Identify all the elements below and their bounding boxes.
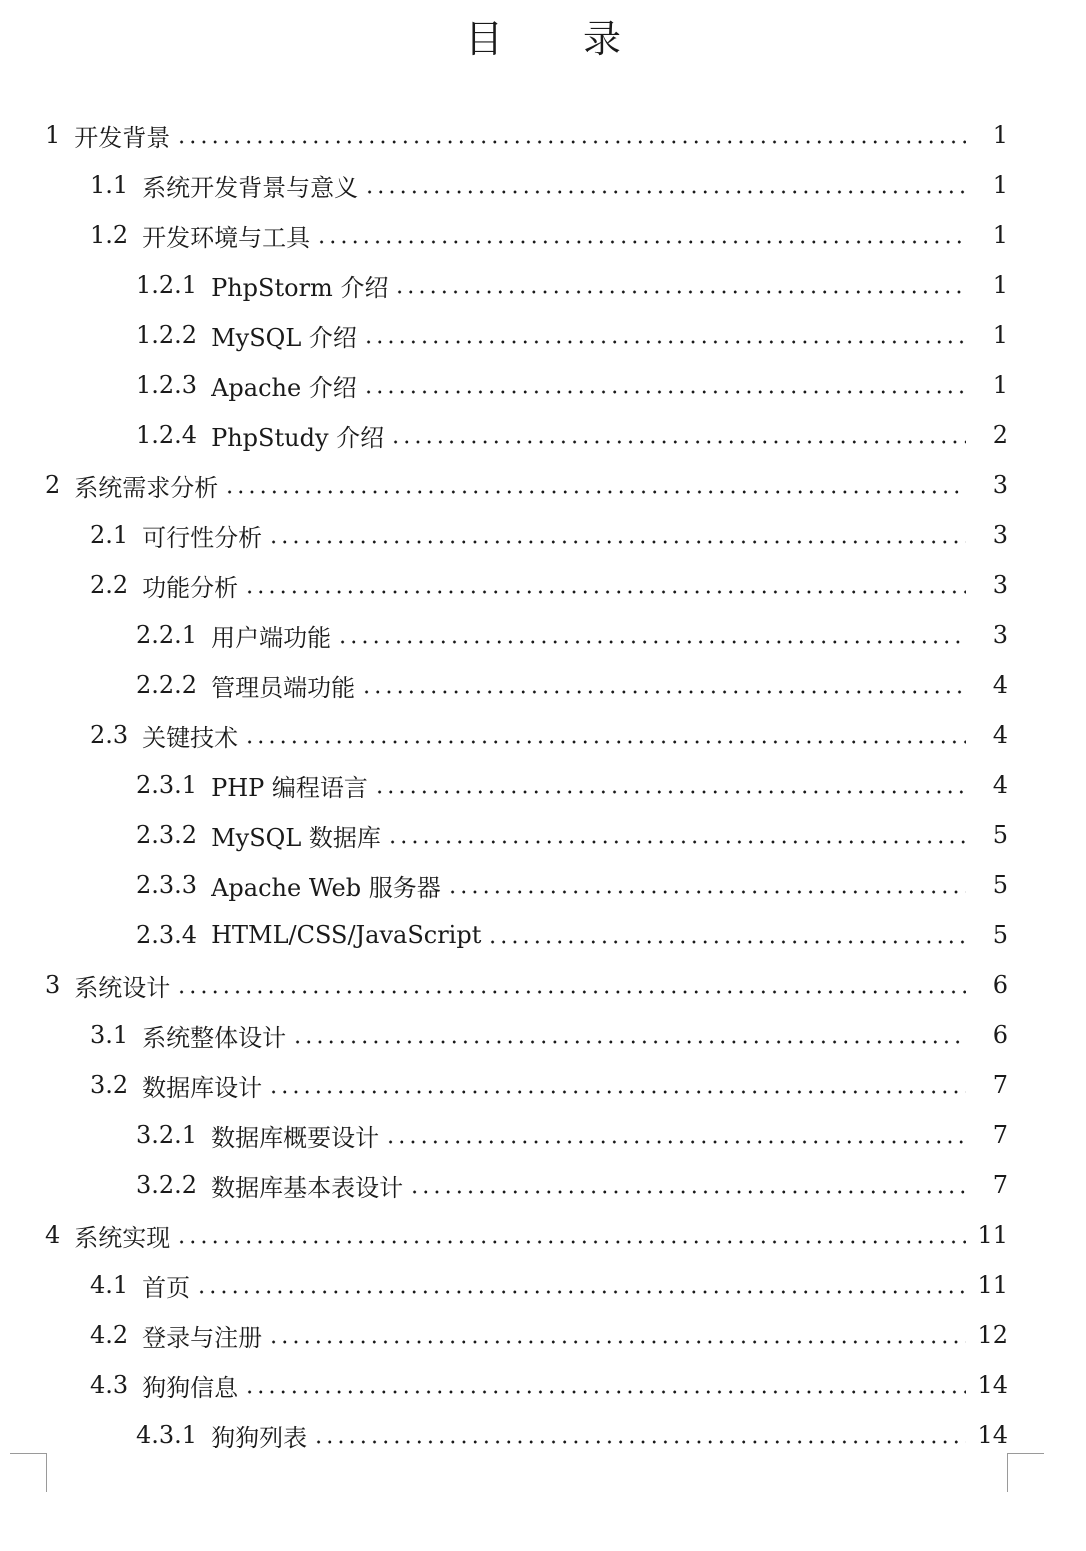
toc-entry-page-number: 7	[992, 1121, 1008, 1149]
toc-entry-number: 3.2	[90, 1071, 129, 1099]
toc-entry-title: PHP 编程语言	[211, 773, 368, 802]
toc-entry-page-number: 7	[992, 1171, 1008, 1199]
toc-dot-leader	[268, 1090, 966, 1094]
page-corner-mark-left	[10, 1453, 47, 1492]
toc-entry-title: Apache 介绍	[211, 373, 357, 402]
toc-entry-page-number: 3	[992, 471, 1008, 499]
toc-entry-page-number: 4	[992, 671, 1008, 699]
toc-entry-title: 可行性分析	[142, 523, 263, 552]
toc-entry-number: 1	[45, 121, 61, 149]
toc-entry-number: 4	[45, 1221, 61, 1249]
toc-entry-number: 2.3	[90, 721, 129, 749]
toc-entry-title: 系统需求分析	[74, 473, 219, 502]
toc-entry-page-number: 14	[977, 1371, 1008, 1399]
toc-dot-leader	[313, 1440, 966, 1444]
toc-entry[interactable]	[0, 460, 1086, 510]
toc-dot-leader	[387, 840, 966, 844]
toc-entry-page-number: 12	[977, 1321, 1008, 1349]
toc-entry[interactable]	[0, 1110, 1086, 1160]
toc-entry[interactable]	[0, 1210, 1086, 1260]
toc-entry-page-number: 1	[992, 321, 1008, 349]
toc-entry[interactable]	[0, 1010, 1086, 1060]
toc-entry-title: 数据库设计	[142, 1073, 263, 1102]
toc-entry-number: 4.1	[90, 1271, 129, 1299]
toc-dot-leader	[337, 640, 966, 644]
toc-dot-leader	[176, 990, 966, 994]
toc-entry-page-number: 1	[992, 121, 1008, 149]
toc-entry[interactable]	[0, 760, 1086, 810]
toc-entry-number: 3.2.1	[136, 1121, 198, 1149]
toc-entry-title: 系统整体设计	[142, 1023, 287, 1052]
toc-dot-leader	[409, 1190, 966, 1194]
toc-entry-page-number: 6	[992, 1021, 1008, 1049]
toc-entry-title: 首页	[142, 1273, 191, 1302]
toc-entry[interactable]	[0, 410, 1086, 460]
toc-dot-leader	[196, 1290, 966, 1294]
toc-entry-number: 1.2.2	[136, 321, 198, 349]
toc-dot-leader	[385, 1140, 966, 1144]
toc-dot-leader	[363, 340, 966, 344]
toc-entry-title: 用户端功能	[211, 623, 332, 652]
toc-entry-number: 3.1	[90, 1021, 129, 1049]
toc-entry-number: 2.2	[90, 571, 129, 599]
toc-entry[interactable]	[0, 1360, 1086, 1410]
toc-entry-title: 开发背景	[74, 123, 171, 152]
toc-dot-leader	[394, 290, 966, 294]
page-corner-mark-right	[1007, 1453, 1044, 1492]
toc-entry-title: 狗狗信息	[142, 1373, 239, 1402]
toc-entry-number: 3.2.2	[136, 1171, 198, 1199]
toc-entry-page-number: 11	[977, 1221, 1008, 1249]
toc-entry[interactable]	[0, 860, 1086, 910]
toc-entry-title: PhpStorm 介绍	[211, 273, 389, 302]
toc-entry-number: 2.3.1	[136, 771, 198, 799]
toc-entry-number: 1.2.1	[136, 271, 198, 299]
toc-entry-page-number: 5	[992, 921, 1008, 949]
toc-dot-leader	[447, 890, 966, 894]
toc-entry-number: 3	[45, 971, 61, 999]
toc-entry[interactable]	[0, 1410, 1086, 1460]
toc-dot-leader	[487, 940, 966, 944]
toc-entry-title: 狗狗列表	[211, 1423, 308, 1452]
toc-dot-leader	[292, 1040, 966, 1044]
toc-entry[interactable]	[0, 560, 1086, 610]
toc-entry-number: 4.3.1	[136, 1421, 198, 1449]
toc-dot-leader	[363, 390, 966, 394]
toc-entry[interactable]	[0, 360, 1086, 410]
toc-entry-title: 关键技术	[142, 723, 239, 752]
toc-dot-leader	[361, 690, 966, 694]
toc-entry-page-number: 7	[992, 1071, 1008, 1099]
toc-entry-number: 2.2.1	[136, 621, 198, 649]
toc-entry-title: Apache Web 服务器	[211, 873, 441, 902]
toc-entry-page-number: 1	[992, 221, 1008, 249]
toc-dot-leader	[316, 240, 966, 244]
toc-dot-leader	[224, 490, 966, 494]
toc-entry-number: 2	[45, 471, 61, 499]
toc-entry[interactable]	[0, 1260, 1086, 1310]
toc-entry-number: 2.1	[90, 521, 129, 549]
toc-entry-number: 1.1	[90, 171, 129, 199]
toc-entry[interactable]	[0, 660, 1086, 710]
toc-dot-leader	[244, 590, 966, 594]
toc-entry-title: 数据库概要设计	[211, 1123, 380, 1152]
toc-entry[interactable]	[0, 910, 1086, 960]
toc-entry[interactable]	[0, 260, 1086, 310]
toc-dot-leader	[176, 1240, 966, 1244]
toc-entry[interactable]	[0, 710, 1086, 760]
toc-entry-page-number: 11	[977, 1271, 1008, 1299]
page-title: 目 录	[464, 17, 656, 61]
toc-entry-page-number: 4	[992, 721, 1008, 749]
toc-entry-page-number: 1	[992, 371, 1008, 399]
toc-entry-number: 1.2	[90, 221, 129, 249]
toc-entry-page-number: 6	[992, 971, 1008, 999]
toc-entry-page-number: 3	[992, 521, 1008, 549]
toc-entry-page-number: 2	[992, 421, 1008, 449]
toc-entry[interactable]	[0, 510, 1086, 560]
toc-entry-title: MySQL 数据库	[211, 823, 381, 852]
toc-entry-title: 开发环境与工具	[142, 223, 311, 252]
toc-entry[interactable]	[0, 160, 1086, 210]
toc-entry-page-number: 5	[992, 871, 1008, 899]
toc-entry-page-number: 1	[992, 271, 1008, 299]
toc-entry-number: 2.3.4	[136, 921, 198, 949]
toc-dot-leader	[364, 190, 966, 194]
toc-entry-title: MySQL 介绍	[211, 323, 357, 352]
toc-entry-title: 系统开发背景与意义	[142, 173, 359, 202]
toc-entry-title: 管理员端功能	[211, 673, 356, 702]
table-of-contents	[0, 110, 1086, 1460]
toc-entry-title: 功能分析	[142, 573, 239, 602]
toc-entry-page-number: 3	[992, 621, 1008, 649]
toc-dot-leader	[268, 540, 966, 544]
toc-entry-page-number: 1	[992, 171, 1008, 199]
toc-dot-leader	[244, 1390, 966, 1394]
toc-entry-title: PhpStudy 介绍	[211, 423, 385, 452]
toc-dot-leader	[244, 740, 966, 744]
toc-entry-title: 系统设计	[74, 973, 171, 1002]
toc-entry-number: 2.3.2	[136, 821, 198, 849]
toc-entry-page-number: 4	[992, 771, 1008, 799]
toc-entry-number: 1.2.3	[136, 371, 198, 399]
toc-dot-leader	[176, 140, 966, 144]
toc-entry[interactable]	[0, 610, 1086, 660]
toc-entry[interactable]	[0, 210, 1086, 260]
toc-entry[interactable]	[0, 110, 1086, 160]
toc-entry-title: HTML/CSS/JavaScript	[211, 921, 482, 949]
toc-entry[interactable]	[0, 1160, 1086, 1210]
toc-dot-leader	[268, 1340, 966, 1344]
toc-entry-page-number: 14	[977, 1421, 1008, 1449]
toc-entry-title: 数据库基本表设计	[211, 1173, 404, 1202]
toc-entry-number: 4.3	[90, 1371, 129, 1399]
toc-entry-page-number: 3	[992, 571, 1008, 599]
toc-entry[interactable]	[0, 1310, 1086, 1360]
toc-entry[interactable]	[0, 1060, 1086, 1110]
toc-dot-leader	[374, 790, 966, 794]
toc-dot-leader	[390, 440, 966, 444]
toc-entry-number: 2.3.3	[136, 871, 198, 899]
toc-entry[interactable]	[0, 810, 1086, 860]
toc-entry-number: 2.2.2	[136, 671, 198, 699]
toc-entry-number: 1.2.4	[136, 421, 198, 449]
toc-entry[interactable]	[0, 960, 1086, 1010]
toc-entry-title: 系统实现	[74, 1223, 171, 1252]
toc-entry-number: 4.2	[90, 1321, 129, 1349]
toc-entry-page-number: 5	[992, 821, 1008, 849]
toc-entry-title: 登录与注册	[142, 1323, 263, 1352]
toc-entry[interactable]	[0, 310, 1086, 360]
